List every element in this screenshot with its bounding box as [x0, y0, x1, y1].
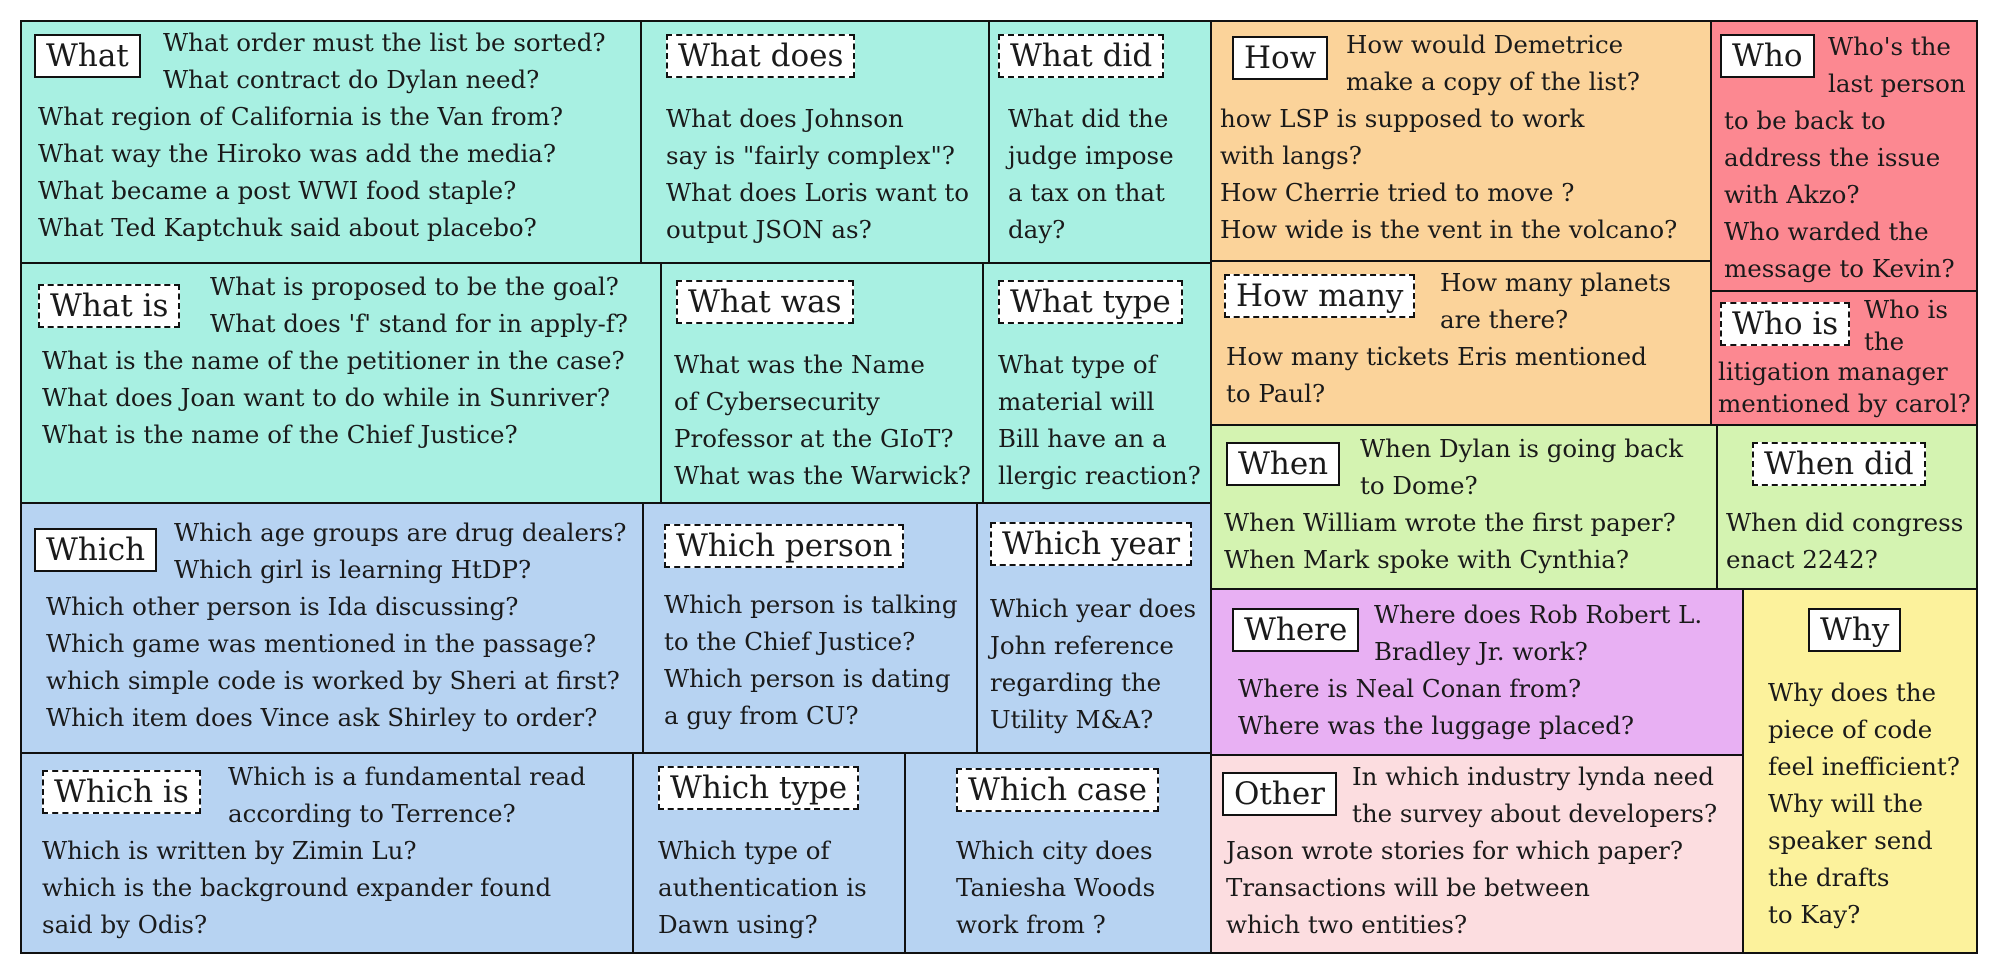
question: Jason wrote stories for which paper? — [1226, 836, 1683, 865]
question: Who is — [1864, 295, 1948, 324]
question: say is "fairly complex"? — [666, 141, 955, 170]
question: Which type of — [658, 836, 830, 865]
question: What was the Warwick? — [674, 461, 971, 490]
question: judge impose — [1008, 141, 1174, 170]
cell-how — [1210, 20, 1712, 262]
label-when-did: When did — [1752, 442, 1926, 486]
label-what-does: What does — [666, 34, 855, 78]
label-why: Why — [1808, 608, 1901, 652]
questions-what — [163, 24, 606, 98]
questions-how — [1346, 26, 1640, 100]
questions-which-person — [664, 586, 958, 734]
cell-who — [1710, 20, 1978, 292]
label-what-was: What was — [676, 280, 854, 324]
question: the survey about developers? — [1352, 799, 1718, 828]
questions-where-lower — [1238, 670, 1634, 744]
question: how LSP is supposed to work — [1220, 104, 1585, 133]
label-which-type: Which type — [658, 766, 859, 810]
question: of Cybersecurity — [674, 387, 880, 416]
question: What did the — [1008, 104, 1169, 133]
questions-how-many-lower — [1226, 338, 1647, 412]
question: Which item does Vince ask Shirley to order? — [46, 703, 598, 732]
question: Which girl is learning HtDP? — [174, 555, 532, 584]
cell-which-case — [904, 752, 1212, 954]
questions-what-lower — [38, 98, 563, 246]
question: How many tickets Eris mentioned — [1226, 342, 1647, 371]
question: What contract do Dylan need? — [163, 65, 540, 94]
label-how: How — [1232, 36, 1328, 80]
question: said by Odis? — [42, 910, 208, 939]
questions-which-year — [990, 590, 1196, 738]
question: What order must the list be sorted? — [163, 28, 606, 57]
questions-who-is-lower — [1718, 356, 1971, 420]
question: to Paul? — [1226, 379, 1326, 408]
cell-which-person — [642, 502, 978, 754]
questions-how-many — [1440, 264, 1671, 338]
question: What does Loris want to — [666, 178, 970, 207]
question: the drafts — [1768, 863, 1890, 892]
questions-who-lower — [1724, 102, 1955, 287]
question: day? — [1008, 215, 1066, 244]
question: Which year does — [990, 594, 1197, 623]
cell-which-is — [20, 752, 634, 954]
question: Where was the luggage placed? — [1238, 711, 1635, 740]
questions-what-does — [666, 100, 969, 248]
question: Which age groups are drug dealers? — [174, 518, 627, 547]
questions-what-did — [1008, 100, 1174, 248]
question: Who's the — [1828, 32, 1951, 61]
questions-other — [1352, 758, 1717, 832]
label-what-did: What did — [998, 34, 1164, 78]
question: to the Chief Justice? — [664, 627, 916, 656]
question: What type of — [998, 350, 1157, 379]
question: Why will the — [1768, 789, 1923, 818]
cell-which-year — [976, 502, 1212, 754]
question: Where does Rob Robert L. — [1374, 600, 1703, 629]
label-how-many: How many — [1224, 274, 1415, 318]
questions-who — [1828, 28, 1966, 102]
question: to Dome? — [1360, 471, 1478, 500]
questions-how-lower — [1220, 100, 1677, 248]
label-what-is: What is — [38, 284, 180, 328]
question: with Akzo? — [1724, 180, 1860, 209]
question: speaker send — [1768, 826, 1933, 855]
question: John reference — [990, 631, 1174, 660]
question: litigation manager — [1718, 357, 1948, 386]
label-what: What — [34, 34, 141, 78]
label-when: When — [1226, 442, 1340, 486]
question: What became a post WWI food staple? — [38, 176, 517, 205]
cell-what — [20, 20, 642, 264]
question: How many planets — [1440, 268, 1671, 297]
question: When Dylan is going back — [1360, 434, 1684, 463]
question: What is the name of the Chief Justice? — [42, 420, 518, 449]
cell-which — [20, 502, 644, 754]
question: What is the name of the petitioner in the case? — [42, 346, 625, 375]
label-which-case: Which case — [956, 768, 1159, 812]
question: with langs? — [1220, 141, 1362, 170]
question: Professor at the GIoT? — [674, 424, 954, 453]
question: feel inefficient? — [1768, 752, 1960, 781]
questions-which-is — [228, 758, 586, 832]
questions-who-is — [1864, 294, 1948, 358]
questions-where — [1374, 596, 1702, 670]
question-type-treemap — [20, 20, 1978, 954]
question: last person — [1828, 69, 1966, 98]
question: What way the Hiroko was add the media? — [38, 139, 556, 168]
question: enact 2242? — [1726, 545, 1878, 574]
cell-what-type — [982, 262, 1212, 504]
question: What does Johnson — [666, 104, 904, 133]
question: message to Kevin? — [1724, 254, 1955, 283]
question: which is the background expander found — [42, 873, 552, 902]
question: Taniesha Woods — [956, 873, 1156, 902]
label-which-year: Which year — [990, 522, 1192, 566]
cell-other — [1210, 754, 1744, 954]
questions-which-is-lower — [42, 832, 551, 943]
question: Dawn using? — [658, 910, 818, 939]
question: which simple code is worked by Sheri at first? — [46, 666, 620, 695]
label-which: Which — [34, 528, 157, 572]
question: Which person is talking — [664, 590, 958, 619]
question: How would Demetrice — [1346, 30, 1624, 59]
questions-what-was — [674, 346, 971, 494]
question: What does Joan want to do while in Sunriver? — [42, 383, 611, 412]
label-which-person: Which person — [664, 524, 904, 568]
question: work from ? — [956, 910, 1106, 939]
questions-when — [1360, 430, 1683, 504]
question: a guy from CU? — [664, 701, 859, 730]
question: make a copy of the list? — [1346, 67, 1640, 96]
question: Which other person is Ida discussing? — [46, 592, 519, 621]
question: Which is a fundamental read — [228, 762, 586, 791]
questions-when-lower — [1224, 504, 1676, 578]
questions-why — [1768, 674, 1960, 933]
question: What Ted Kaptchuk said about placebo? — [38, 213, 537, 242]
cell-how-many — [1210, 260, 1712, 426]
question: Bill have an a — [998, 424, 1167, 453]
question: Transactions will be between — [1226, 873, 1590, 902]
question: are there? — [1440, 305, 1569, 334]
question: Which game was mentioned in the passage? — [46, 629, 597, 658]
question: which two entities? — [1226, 910, 1468, 939]
questions-which-case — [956, 832, 1155, 943]
label-what-type: What type — [998, 280, 1183, 324]
question: mentioned by carol? — [1718, 389, 1971, 418]
question: Utility M&A? — [990, 705, 1154, 734]
question: What is proposed to be the goal? — [210, 272, 619, 301]
cell-who-is — [1710, 290, 1978, 426]
question: Which is written by Zimin Lu? — [42, 836, 417, 865]
cell-when — [1210, 424, 1718, 590]
label-other: Other — [1222, 772, 1337, 816]
question: Which city does — [956, 836, 1153, 865]
cell-where — [1210, 588, 1744, 756]
cell-which-type — [632, 752, 906, 954]
question: a tax on that — [1008, 178, 1165, 207]
question: according to Terrence? — [228, 799, 516, 828]
questions-what-is — [210, 268, 628, 342]
cell-what-did — [988, 20, 1212, 264]
question: When William wrote the first paper? — [1224, 508, 1676, 537]
questions-which — [174, 514, 626, 588]
question: Which person is dating — [664, 664, 951, 693]
question: What does 'f' stand for in apply-f? — [210, 309, 628, 338]
question: Who warded the — [1724, 217, 1929, 246]
questions-what-is-lower — [42, 342, 625, 453]
label-who-is: Who is — [1720, 302, 1850, 346]
questions-other-lower — [1226, 832, 1683, 943]
question: What was the Name — [674, 350, 925, 379]
question: Where is Neal Conan from? — [1238, 674, 1582, 703]
question: Why does the — [1768, 678, 1937, 707]
question: regarding the — [990, 668, 1162, 697]
question: piece of code — [1768, 715, 1933, 744]
cell-why — [1742, 588, 1978, 954]
cell-what-was — [660, 262, 984, 504]
question: authentication is — [658, 873, 867, 902]
question: to Kay? — [1768, 900, 1861, 929]
question: When did congress — [1726, 508, 1964, 537]
question: the — [1864, 327, 1905, 356]
label-which-is: Which is — [42, 770, 201, 814]
cell-when-did — [1716, 424, 1978, 590]
questions-which-lower — [46, 588, 620, 736]
question: to be back to — [1724, 106, 1886, 135]
question: llergic reaction? — [998, 461, 1201, 490]
question: What region of California is the Van from? — [38, 102, 564, 131]
question: address the issue — [1724, 143, 1941, 172]
question: material will — [998, 387, 1155, 416]
cell-what-does — [640, 20, 990, 264]
label-where: Where — [1232, 608, 1359, 652]
cell-what-is — [20, 262, 662, 504]
question: In which industry lynda need — [1352, 762, 1714, 791]
label-who: Who — [1720, 34, 1815, 78]
question: output JSON as? — [666, 215, 872, 244]
questions-which-type — [658, 832, 867, 943]
questions-what-type — [998, 346, 1201, 494]
questions-when-did — [1726, 504, 1963, 578]
question: When Mark spoke with Cynthia? — [1224, 545, 1629, 574]
question: How Cherrie tried to move ? — [1220, 178, 1575, 207]
question: Bradley Jr. work? — [1374, 637, 1588, 666]
question: How wide is the vent in the volcano? — [1220, 215, 1678, 244]
